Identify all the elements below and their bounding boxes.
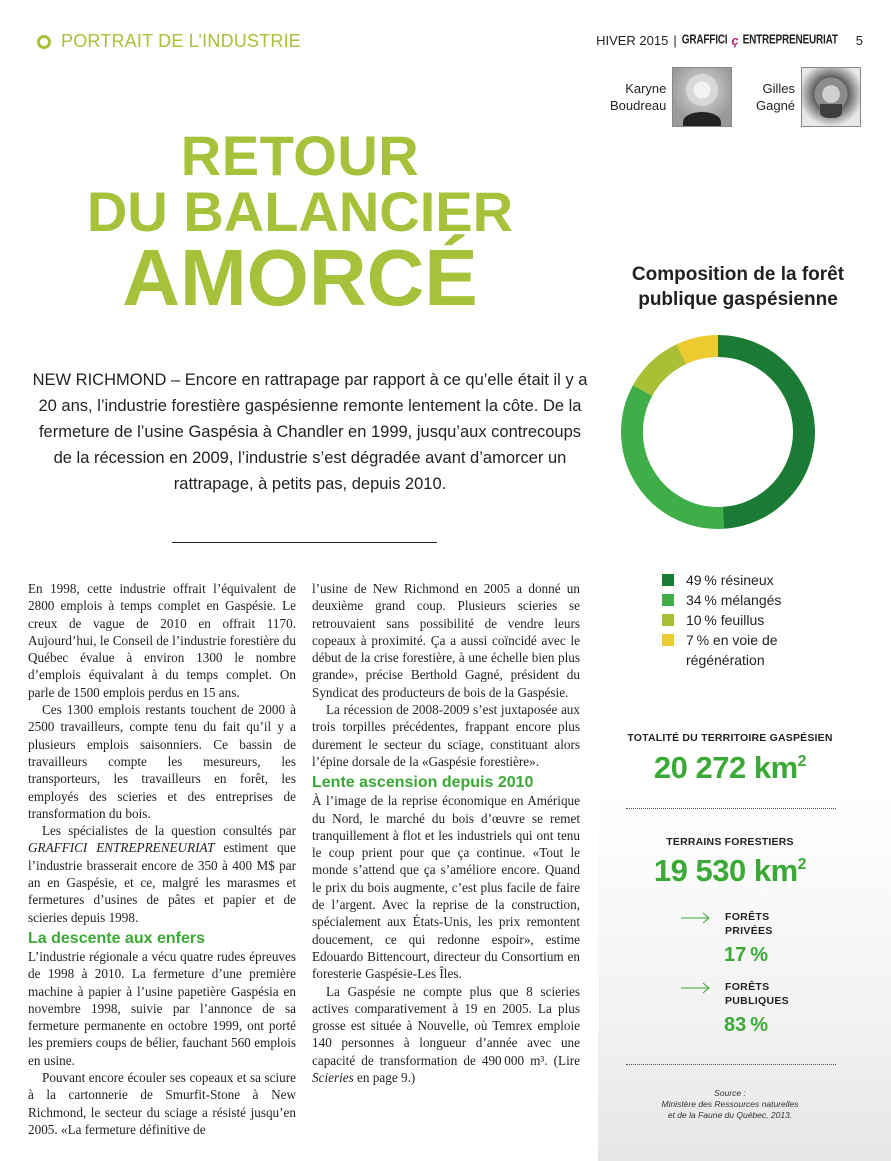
subheading: Lente ascension depuis 2010 — [312, 774, 534, 792]
paragraph: Les spécialistes de la question consultés par GRAFFICI ENTREPRENEURIAT estiment que l’industrie brasserait encore de 350 à 400 M$ par an en Gaspésie, et ce, malgré les marasmes et fermetures d’usines de pâtes et papier et de scieries depuis 1998. — [28, 823, 296, 925]
legend-swatch-icon — [662, 574, 674, 586]
public-forests-value: 83 % — [724, 1014, 769, 1036]
subheading: La descente aux enfers — [28, 929, 205, 947]
chart-title: Composition de la forêt publique gaspésienne — [631, 264, 845, 310]
legend-swatch-icon — [662, 634, 674, 646]
donut-segment-3 — [643, 354, 682, 390]
author-photo — [672, 67, 732, 127]
article-column-2 — [312, 580, 580, 1086]
author-gilles — [756, 67, 861, 127]
private-forests-row: FORÊTS PRIVÉES — [681, 910, 773, 938]
lede-paragraph: NEW RICHMOND – Encore en rattrapage par rapport à ce qu’elle était il y a 20 ans, l’industrie forestière gaspésienne remonte lentement la côte. De la fermeture de l’usine Gaspésia à Chandler en 1999, jusqu’aux contrecoups de la récession en 2009, l’industrie s’est dégradée avant d’amorcer un rattrapage, à petits pas, depuis 2010. — [32, 371, 588, 493]
paragraph: La récession de 2008-2009 s’est juxtaposée aux trois torpilles précédentes, frappant encore plus durement le secteur du sciage, constituant alors l’épine dorsale de la «Gaspésie forestière». — [312, 702, 580, 769]
source-citation: Source : Ministère des Ressources naturelles et de la Faune du Québec, 2013. — [661, 1088, 799, 1120]
headline-line-1: RETOUR — [180, 124, 420, 187]
paragraph: L’industrie régionale a vécu quatre rudes épreuves de 1998 à 2010. La fermeture d’une première machine à papier à l’usine papetière Gaspésia en novembre 1998, suivie par l’annonce de sa fermeture permanente en octobre 1999, ont porté les premiers coups de bélier, fauchant 560 emplois en usine. — [28, 948, 296, 1068]
author-last-name: Boudreau — [610, 98, 667, 113]
legend-item — [662, 570, 806, 590]
lede-divider — [172, 542, 437, 543]
legend-swatch-icon — [662, 594, 674, 606]
public-forests-label: FORÊTS — [725, 981, 770, 993]
private-forests-value: 17 % — [724, 944, 769, 966]
legend-swatch-icon — [662, 614, 674, 626]
chart-legend — [662, 570, 806, 670]
paragraph: À l’image de la reprise économique en Amérique du Nord, le marché du bois d’œuvre se remet tranquillement à flot et les industriels qui ont tenu le coup prient pour que ça continue. «Tout le monde s’attend que ça s’améliore encore. Quand le prix du bois augmente, c’est plus facile de faire de l’argent. Avec la reprise de la construction, spécialement aux États-Unis, les prix remontent doucement, ce qui redonne espoir», estime Edouardo Bittencourt, directeur du Consortium en foresterie Gaspésie-Les Îles. — [312, 793, 580, 982]
private-forests-label: FORÊTS — [725, 911, 770, 923]
legend-label: 7 % en voie de régénération — [686, 632, 778, 668]
author-photo — [801, 67, 861, 127]
paragraph: La Gaspésie ne compte plus que 8 scieries actives comparativement à 19 en 2005. La plus grosse est située à Nouvelle, où Temrex emploie 140 personnes à longueur d’année avec une capacité de transformation de 490 000 m³. (Lire Scieries en page 9.) — [312, 983, 580, 1086]
donut-chart — [620, 334, 816, 530]
author-karyne — [610, 67, 732, 127]
donut-segment-4 — [681, 346, 718, 354]
brand-name-right: ENTREPRENEURIAT — [742, 33, 838, 48]
legend-item — [662, 630, 806, 670]
total-territory-value: 20 272 $km^2$ — [653, 750, 807, 785]
legend-label: 49 % résineux — [686, 572, 774, 588]
issue-date: HIVER 2015 — [596, 33, 669, 48]
donut-segment-1 — [718, 346, 804, 518]
legend-label: 10 % feuillus — [686, 612, 765, 628]
author-first-name: Karyne — [625, 81, 667, 96]
page-number: 5 — [855, 33, 863, 48]
paragraph: l’usine de New Richmond en 2005 a donné un deuxième grand coup. Plusieurs scieries se retrouvaient sans possibilité de vendre leurs copeaux à proximité. Ça a aussi coïncidé avec le début de la crise forestière, à une échelle bien plus grande», précise Berthold Gagné, président du Syndicat des producteurs de bois de la Gaspésie. — [312, 581, 580, 700]
paragraph: Ces 1300 emplois restants touchent de 2000 à 2500 travailleurs, compte tenu du fait qu’il y a plusieurs emplois saisonniers. Ce bassin de travailleurs compte les mesureurs, les transporteurs, les travailleurs en forêt, les employés des scieries et des entreprises de transformation du bois. — [28, 702, 296, 821]
forest-land-value: 19 530 $km^2$ — [653, 853, 807, 888]
dotted-divider — [626, 808, 836, 809]
dotted-divider — [626, 1064, 836, 1065]
arrow-right-icon — [681, 982, 711, 994]
paragraph: Pouvant encore écouler ses copeaux et sa sciure à la cartonnerie de Smurfit-Stone à New Richmond, le secteur du sciage a résisté jusqu’en 2005. «La fermeture définitive de — [28, 1070, 296, 1137]
author-last-name: Gagné — [756, 98, 796, 113]
headline-line-2: DU BALANCIER — [86, 180, 514, 243]
article-column-1 — [28, 580, 296, 1138]
headline-line-3: AMORCÉ — [122, 233, 478, 322]
public-forests-row: FORÊTS PUBLIQUES — [681, 980, 789, 1008]
author-first-name: Gilles — [762, 81, 796, 96]
arrow-right-icon — [681, 912, 711, 924]
donut-segment-2 — [632, 391, 723, 518]
divider: | — [673, 33, 677, 48]
brand-logo-icon: ç — [731, 33, 739, 48]
section-tag — [37, 31, 301, 52]
legend-item — [662, 610, 806, 630]
issue-header — [596, 33, 863, 48]
paragraph: En 1998, cette industrie offrait l’équivalent de 2800 emplois à temps complet en Gaspésie. Le creux de vague de 2010 en offrait 1170. Aujourd’hui, le Conseil de l’industrie forestière du Québec évalue à environ 1300 le nombre d’emplois équivalant à du temps complet. On parle de 1500 emplois perdus en 15 ans. — [28, 581, 296, 700]
brand-name-left: GRAFFICI — [681, 33, 728, 48]
legend-label: 34 % mélangés — [686, 592, 782, 608]
section-label: PORTRAIT DE L’INDUSTRIE — [61, 31, 301, 51]
publication-name: GRAFFICI ENTREPRENEURIAT — [28, 840, 215, 856]
legend-item — [662, 590, 806, 610]
circle-icon — [37, 35, 51, 49]
total-territory-label: TOTALITÉ DU TERRITOIRE GASPÉSIEN — [627, 732, 833, 744]
forest-land-label: TERRAINS FORESTIERS — [666, 836, 794, 848]
